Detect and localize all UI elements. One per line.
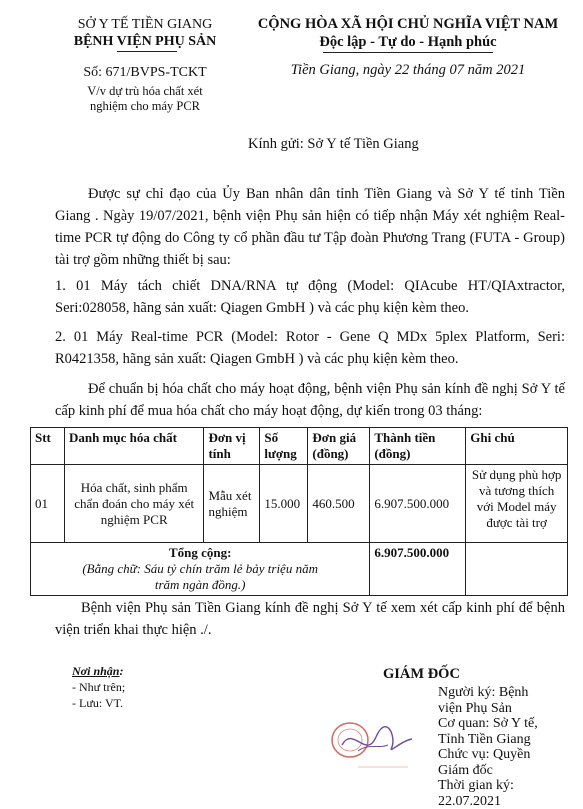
subject-line-2: nghiệm cho máy PCR <box>45 99 245 114</box>
cell-unit-price: 460.500 <box>308 465 370 543</box>
sign-time-line-2: 22.07.2021 <box>438 794 580 809</box>
header-quantity: Số lượng <box>260 428 308 465</box>
organization-line-1: Cơ quan: Sở Y tế, <box>438 716 580 732</box>
total-note-empty <box>466 543 568 596</box>
header-stt: Stt <box>31 428 65 465</box>
equipment-item-1: 1. 01 Máy tách chiết DNA/RNA tự động (Model: QIAcube HT/QIAxtractor, Seri:028058, hãng sản xuất: Qiagen GmbH ) và các phụ kiện kèm theo. <box>55 275 565 319</box>
organization-line-2: Tỉnh Tiền Giang <box>438 732 580 748</box>
signed-by-line-1: Người ký: Bệnh <box>438 685 580 701</box>
position-line-2: Giám đốc <box>438 763 580 779</box>
header-item: Danh mục hóa chất <box>64 428 204 465</box>
cell-note: Sử dụng phù hợp và tương thích với Model máy được tài trợ <box>466 465 568 543</box>
signed-by-line-2: viện Phụ Sản <box>438 701 580 717</box>
total-label: Tổng cộng: <box>35 545 365 561</box>
director-title: GIÁM ĐỐC <box>383 666 460 683</box>
recipients-title <box>72 663 125 679</box>
hospital-name: BỆNH VIỆN PHỤ SẢN <box>45 33 245 50</box>
table-row <box>31 465 568 543</box>
cell-quantity: 15.000 <box>260 465 308 543</box>
cell-amount: 6.907.500.000 <box>370 465 466 543</box>
total-label-cell <box>31 543 370 596</box>
sign-time-line-1: Thời gian ký: <box>438 778 580 794</box>
table-total-row <box>31 543 568 596</box>
chemical-table <box>30 427 568 596</box>
paragraph-intro: Được sự chỉ đạo của Ủy Ban nhân dân tỉnh Tiền Giang và Sở Y tế tỉnh Tiền Giang . Ngày 19/07/2021, bệnh viện Phụ sản hiện có tiếp nhận Máy xét nghiệm Real-time PCR tự động do Công ty cổ phần đầu tư Tập đoàn Phương Trang (FUTA - Group) tài trợ gồm những thiết bị sau: <box>55 183 565 271</box>
recipient-item-1: - Như trên; <box>72 679 125 695</box>
recipient: Kính gửi: Sở Y tế Tiền Giang <box>248 136 419 153</box>
header-amount: Thành tiền (đồng) <box>370 428 466 465</box>
table-header-row <box>31 428 568 465</box>
document-subject <box>45 84 245 114</box>
cell-unit: Mẫu xét nghiệm <box>204 465 260 543</box>
header-left <box>45 16 245 50</box>
signature-stamp-icon <box>328 705 418 775</box>
recipients-title-text: Nơi nhận <box>72 664 119 678</box>
total-in-words: (Bằng chữ: Sáu tỷ chín trăm lẻ bảy triệu năm trăm ngàn đồng.) <box>35 561 365 593</box>
country-name: CỘNG HÒA XÃ HỘI CHỦ NGHĨA VIỆT NAM <box>238 16 578 33</box>
paragraph-closing: Bệnh viện Phụ sản Tiền Giang kính đề nghị Sở Y tế xem xét cấp kinh phí để bệnh viện triển khai thực hiện ./. <box>55 597 565 641</box>
header-unit-price: Đơn giá (đồng) <box>308 428 370 465</box>
header-note: Ghi chú <box>466 428 568 465</box>
subject-line-1: V/v dự trù hóa chất xét <box>45 84 245 99</box>
cell-item: Hóa chất, sinh phẩm chẩn đoán cho máy xét nghiệm PCR <box>64 465 204 543</box>
recipients-block <box>72 663 125 711</box>
total-value: 6.907.500.000 <box>370 543 466 596</box>
digital-signature-info <box>438 685 580 809</box>
header-right-rule <box>323 52 493 53</box>
equipment-item-2: 2. 01 Máy Real-time PCR (Model: Rotor - Gene Q MDx 5plex Platform, Seri: R0421358, hãng sản xuất: Qiagen GmbH ) và các phụ kiện kèm theo. <box>55 326 565 370</box>
paragraph-request: Để chuẩn bị hóa chất cho máy hoạt động, bệnh viện Phụ sản kính đề nghị Sở Y tế cấp kinh phí để mua hóa chất cho máy hoạt động, dự kiến trong 03 tháng: <box>55 378 565 422</box>
national-motto: Độc lập - Tự do - Hạnh phúc <box>238 34 578 51</box>
header-unit: Đơn vị tính <box>204 428 260 465</box>
cell-stt: 01 <box>31 465 65 543</box>
recipient-item-2: - Lưu: VT. <box>72 695 125 711</box>
position-line-1: Chức vụ: Quyền <box>438 747 580 763</box>
document-number: Số: 671/BVPS-TCKT <box>45 64 245 81</box>
recipients-title-colon: : <box>119 664 123 678</box>
document-date: Tiền Giang, ngày 22 tháng 07 năm 2021 <box>238 62 578 79</box>
agency-name: SỞ Y TẾ TIỀN GIANG <box>45 16 245 33</box>
header-left-rule <box>117 51 177 52</box>
